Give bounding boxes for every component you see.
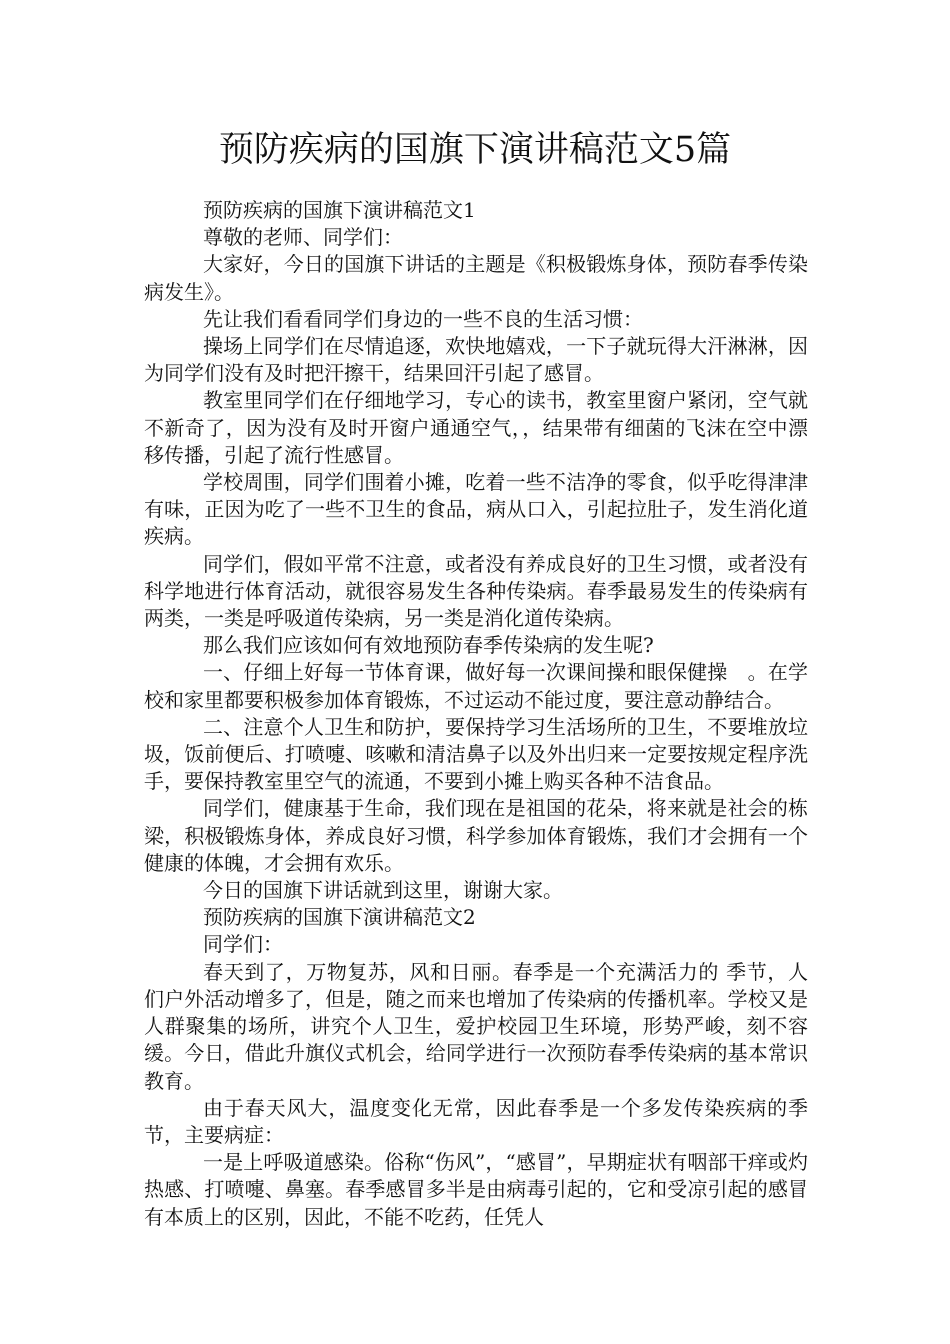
paragraph: 由于春天风大，温度变化无常，因此春季是一个多发传染疾病的季节，主要病症： [144, 1095, 808, 1147]
paragraph: 同学们： [203, 932, 283, 957]
paragraph: 一、仔细上好每一节体育课，做好每一次课间操和眼保健操 。在学校和家里都要积极参加体育锻炼，不过运动不能过度，要注意动静结合。 [144, 660, 808, 712]
paragraph: 那么我们应该如何有效地预防春季传染病的发生呢? [203, 633, 654, 658]
paragraph: 一是上呼吸道感染。俗称“伤风”，“感冒”，早期症状有咽部干痒或灼热感、打喷嚏、鼻塞。春季感冒多半是由病毒引起的，它和受凉引起的感冒有本质上的区别，因此，不能不吃药，任凭人 [144, 1150, 808, 1229]
paragraph: 今日的国旗下讲话就到这里，谢谢大家。 [203, 878, 563, 903]
paragraph: 预防疾病的国旗下演讲稿范文2 [203, 905, 476, 930]
paragraph: 二、注意个人卫生和防护，要保持学习生活场所的卫生，不要堆放垃圾，饭前便后、打喷嚏、咳嗽和清洁鼻子以及外出归来一定要按规定程序洗手，要保持教室里空气的流通，不要到小摊上购买各种不洁食品。 [144, 714, 808, 794]
paragraph: 尊敬的老师、同学们： [203, 225, 403, 250]
paragraph: 预防疾病的国旗下演讲稿范文1 [203, 198, 476, 222]
paragraph: 先让我们看看同学们身边的一些不良的生活习惯： [203, 306, 643, 331]
document-body [144, 197, 808, 1231]
paragraph: 同学们，健康基于生命，我们现在是祖国的花朵，将来就是社会的栋梁，积极锻炼身体，养成良好习惯，科学参加体育锻炼，我们才会拥有一个健康的体魄，才会拥有欢乐。 [144, 796, 808, 875]
paragraph: 学校周围，同学们围着小摊，吃着一些不洁净的零食，似乎吃得津津有味，正因为吃了一些不卫生的食品，病从口入，引起拉肚子，发生消化道疾病。 [144, 470, 808, 549]
paragraph: 春天到了，万物复苏，风和日丽。春季是一个充满活力的 季节，人们户外活动增多了，但是，随之而来也增加了传染病的传播机率。学校又是人群聚集的场所，讲究个人卫生，爱护校园卫生环境，形势严峻，刻不容缓。今日，借此升旗仪式机会，给同学进行一次预防春季传染病的基本常识教育。 [144, 959, 808, 1093]
paragraph: 操场上同学们在尽情追逐，欢快地嬉戏，一下子就玩得大汗淋淋，因为同学们没有及时把汗擦干，结果回汗引起了感冒。 [144, 334, 808, 386]
document-title: 预防疾病的国旗下演讲稿范文5篇 [218, 130, 732, 170]
paragraph: 教室里同学们在仔细地学习，专心的读书，教室里窗户紧闭，空气就不新奇了，因为没有及时开窗户通通空气，，结果带有细菌的飞沫在空中漂移传播，引起了流行性感冒。 [144, 388, 808, 467]
paragraph: 大家好，今日的国旗下讲话的主题是《积极锻炼身体，预防春季传染病发生》。 [144, 252, 808, 304]
paragraph: 同学们，假如平常不注意，或者没有养成良好的卫生习惯，或者没有科学地进行体育活动，就很容易发生各种传染病。春季最易发生的传染病有两类，一类是呼吸道传染病，另一类是消化道传染病。 [144, 551, 808, 631]
